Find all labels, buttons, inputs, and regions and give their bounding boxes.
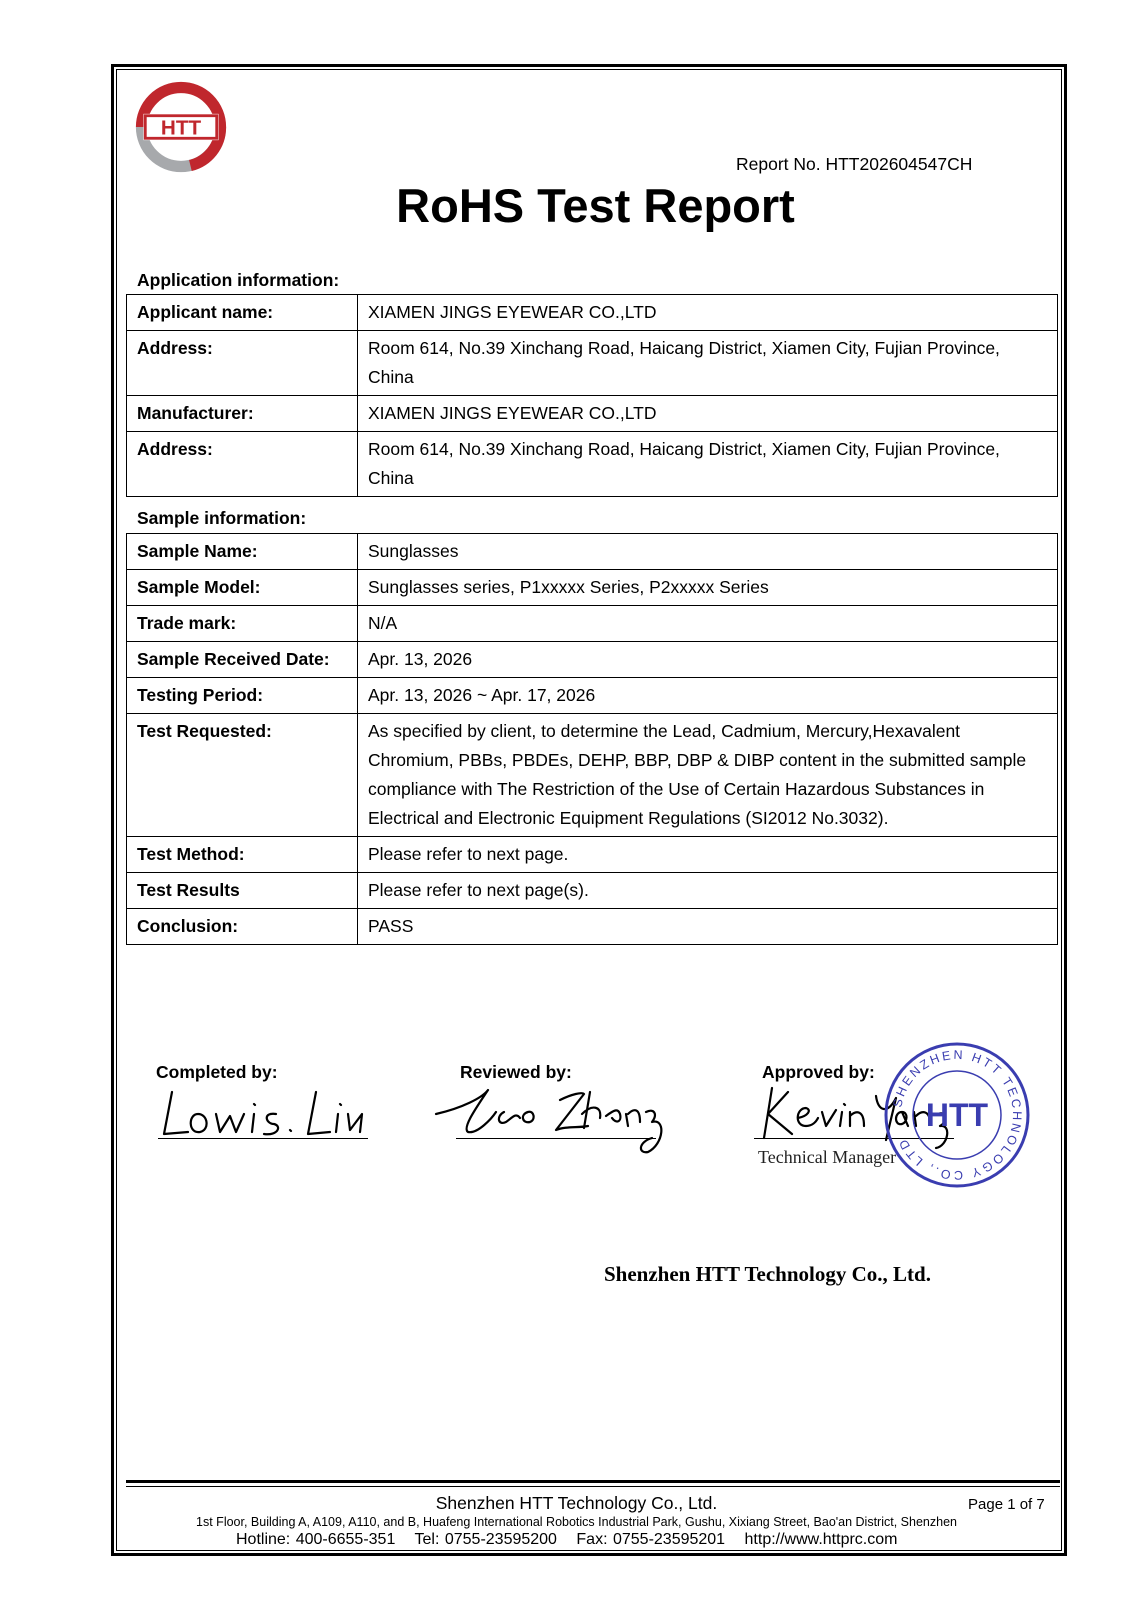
sample-table [126,533,1058,945]
htt-logo [134,80,228,174]
footer-contact [236,1531,911,1549]
completed-by-label: Completed by: [156,1062,278,1082]
application-table [126,294,1058,497]
application-heading: Application information: [137,270,340,290]
table-row [127,837,1058,873]
table-row [127,432,1058,497]
report-number: Report No. HTT202604547CH [736,154,973,174]
footer-divider [126,1480,1060,1483]
footer-company: Shenzhen HTT Technology Co., Ltd. [435,1493,718,1513]
row-label: Testing Period: [127,678,358,714]
footer-fax: Fax: 0755-23595201 [576,1531,726,1548]
reviewed-signature [432,1078,672,1158]
row-value: As specified by client, to determine the Lead, Cadmium, Mercury,Hexavalent Chromium, PBBs, PBDEs, DEHP, BBP, DBP & DIBP content in the submitted sample compliance with The Restriction of the Use of Certain Hazardous Substances in Electrical and Electronic Equipment Regulations (SI2012 No.3032). [358,714,1058,837]
row-label: Manufacturer: [127,396,358,432]
row-value: PASS [358,909,1058,945]
row-value: Please refer to next page(s). [358,873,1058,909]
row-label: Address: [127,331,358,396]
reviewed-signature-line [456,1138,656,1139]
completed-signature [158,1084,368,1144]
row-value: Apr. 13, 2026 [358,642,1058,678]
footer-address: 1st Floor, Building A, A109, A110, and B, Huafeng International Robotics Industrial Park, Gushu, Xixiang Street, Bao'an District, Shenzhen [196,1515,957,1529]
table-row [127,331,1058,396]
table-row [127,873,1058,909]
row-label: Sample Received Date: [127,642,358,678]
row-label: Sample Model: [127,570,358,606]
approver-role: Technical Manager [758,1147,897,1167]
row-value: Room 614, No.39 Xinchang Road, Haicang District, Xiamen City, Fujian Province, China [358,331,1058,396]
row-label: Conclusion: [127,909,358,945]
reviewed-by-label: Reviewed by: [460,1062,572,1082]
table-row [127,714,1058,837]
row-value: XIAMEN JINGS EYEWEAR CO.,LTD [358,295,1058,331]
row-value: Apr. 13, 2026 ~ Apr. 17, 2026 [358,678,1058,714]
table-row [127,678,1058,714]
row-label: Trade mark: [127,606,358,642]
logo-text: HTT [160,116,202,140]
row-label: Applicant name: [127,295,358,331]
stamp-center-text: HTT [925,1097,989,1133]
row-label: Sample Name: [127,534,358,570]
approved-by-label: Approved by: [762,1062,875,1082]
table-row [127,396,1058,432]
row-label: Test Results [127,873,358,909]
footer-divider-thin [126,1486,1060,1487]
footer-hotline: Hotline: 400-6655-351 [236,1531,396,1548]
row-value: Please refer to next page. [358,837,1058,873]
row-value: Sunglasses [358,534,1058,570]
footer-tel: Tel: 0755-23595200 [414,1531,557,1548]
page-title: RoHS Test Report [396,179,795,232]
row-value: Sunglasses series, P1xxxxx Series, P2xxxxx Series [358,570,1058,606]
table-row [127,909,1058,945]
table-row [127,642,1058,678]
row-label: Test Method: [127,837,358,873]
completed-signature-line [158,1138,368,1139]
footer-website[interactable]: http://www.httprc.com [744,1531,898,1548]
sample-heading: Sample information: [137,508,307,528]
row-value: XIAMEN JINGS EYEWEAR CO.,LTD [358,396,1058,432]
page-number: Page 1 of 7 [968,1496,1045,1513]
row-label: Test Requested: [127,714,358,837]
company-name: Shenzhen HTT Technology Co., Ltd. [604,1262,931,1286]
stamp-ring-text: SHENZHEN HTT TECHNOLOGY CO., LTD [890,1047,1025,1183]
row-label: Address: [127,432,358,497]
row-value: N/A [358,606,1058,642]
table-row [127,534,1058,570]
table-row [127,295,1058,331]
table-row [127,570,1058,606]
table-row [127,606,1058,642]
company-stamp [882,1040,1032,1190]
row-value: Room 614, No.39 Xinchang Road, Haicang District, Xiamen City, Fujian Province, China [358,432,1058,497]
